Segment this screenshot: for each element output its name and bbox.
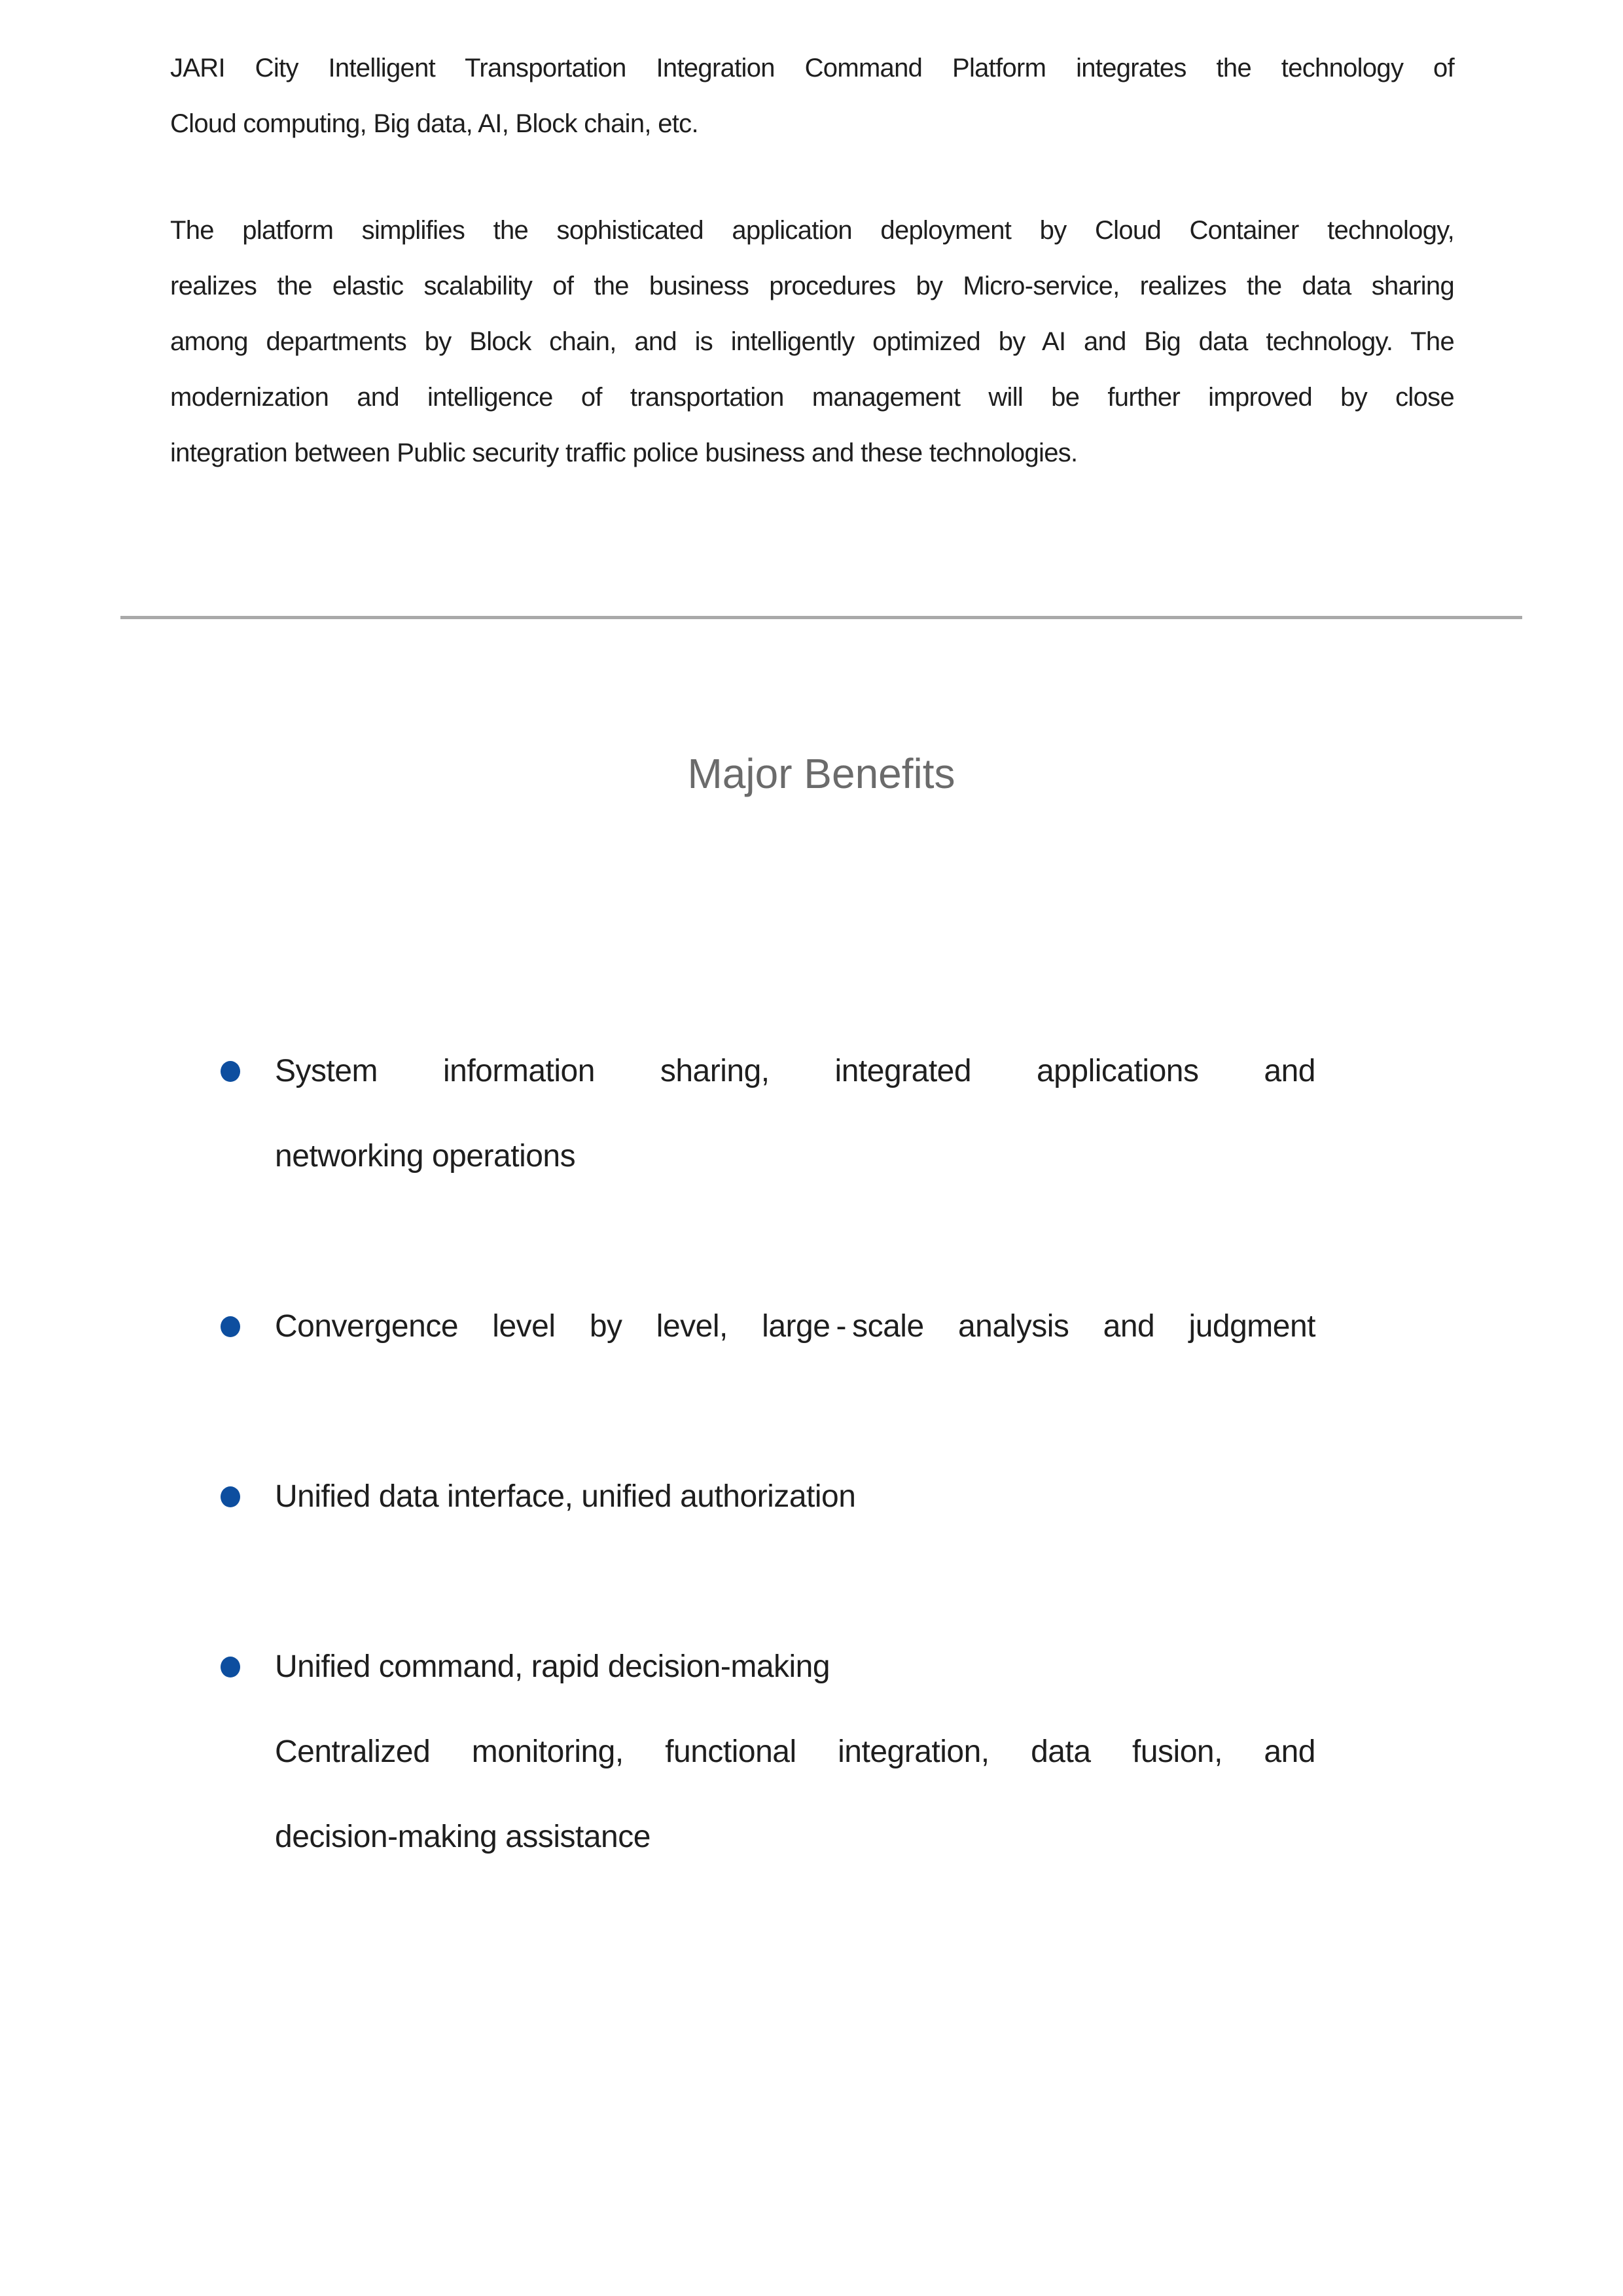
benefit-item-text (275, 1284, 1315, 1369)
benefit-item-line: Convergence level by level, large - scale analysis and judgment (275, 1309, 1315, 1344)
intro-paragraph-line: modernization and intelligence of transportation management will be further improved by close (170, 383, 1454, 412)
benefit-item-text (275, 1029, 1315, 1199)
benefit-item-line: Centralized monitoring, functional integration, data fusion, and (275, 1734, 1315, 1769)
intro-paragraph-line: among departments by Block chain, and is intelligently optimized by AI and Big data technology. The (170, 327, 1454, 356)
benefit-item-text (275, 1624, 1315, 1880)
bullet-dot-icon (221, 1061, 240, 1082)
bullet-dot-icon (221, 1316, 240, 1337)
benefit-item (221, 1624, 1315, 1880)
benefit-item-line: networking operations (275, 1139, 576, 1174)
benefit-item-text (275, 1454, 1315, 1539)
benefit-item (221, 1284, 1315, 1369)
intro-paragraph-line: JARI City Intelligent Transportation Integration Command Platform integrates the technology of (170, 54, 1454, 82)
intro-paragraph-line: Cloud computing, Big data, AI, Block chain, etc. (170, 109, 698, 138)
benefit-item-line: Unified command, rapid decision-making (275, 1649, 830, 1684)
benefit-item (221, 1029, 1315, 1199)
benefit-item-line: Unified data interface, unified authorization (275, 1479, 856, 1514)
benefit-item-line: System information sharing, integrated applications and (275, 1054, 1315, 1088)
intro-paragraph-line: The platform simplifies the sophisticated application deployment by Cloud Container technology, (170, 216, 1454, 245)
intro-paragraph-line: realizes the elastic scalability of the business procedures by Micro-service, realizes the data sharing (170, 272, 1454, 300)
benefit-item (221, 1454, 1315, 1539)
intro-paragraph-line: integration between Public security traffic police business and these technologies. (170, 439, 1078, 467)
benefit-item-line: decision-making assistance (275, 1820, 651, 1854)
section-title: Major Benefits (687, 750, 955, 797)
bullet-dot-icon (221, 1657, 240, 1677)
bullet-dot-icon (221, 1486, 240, 1507)
